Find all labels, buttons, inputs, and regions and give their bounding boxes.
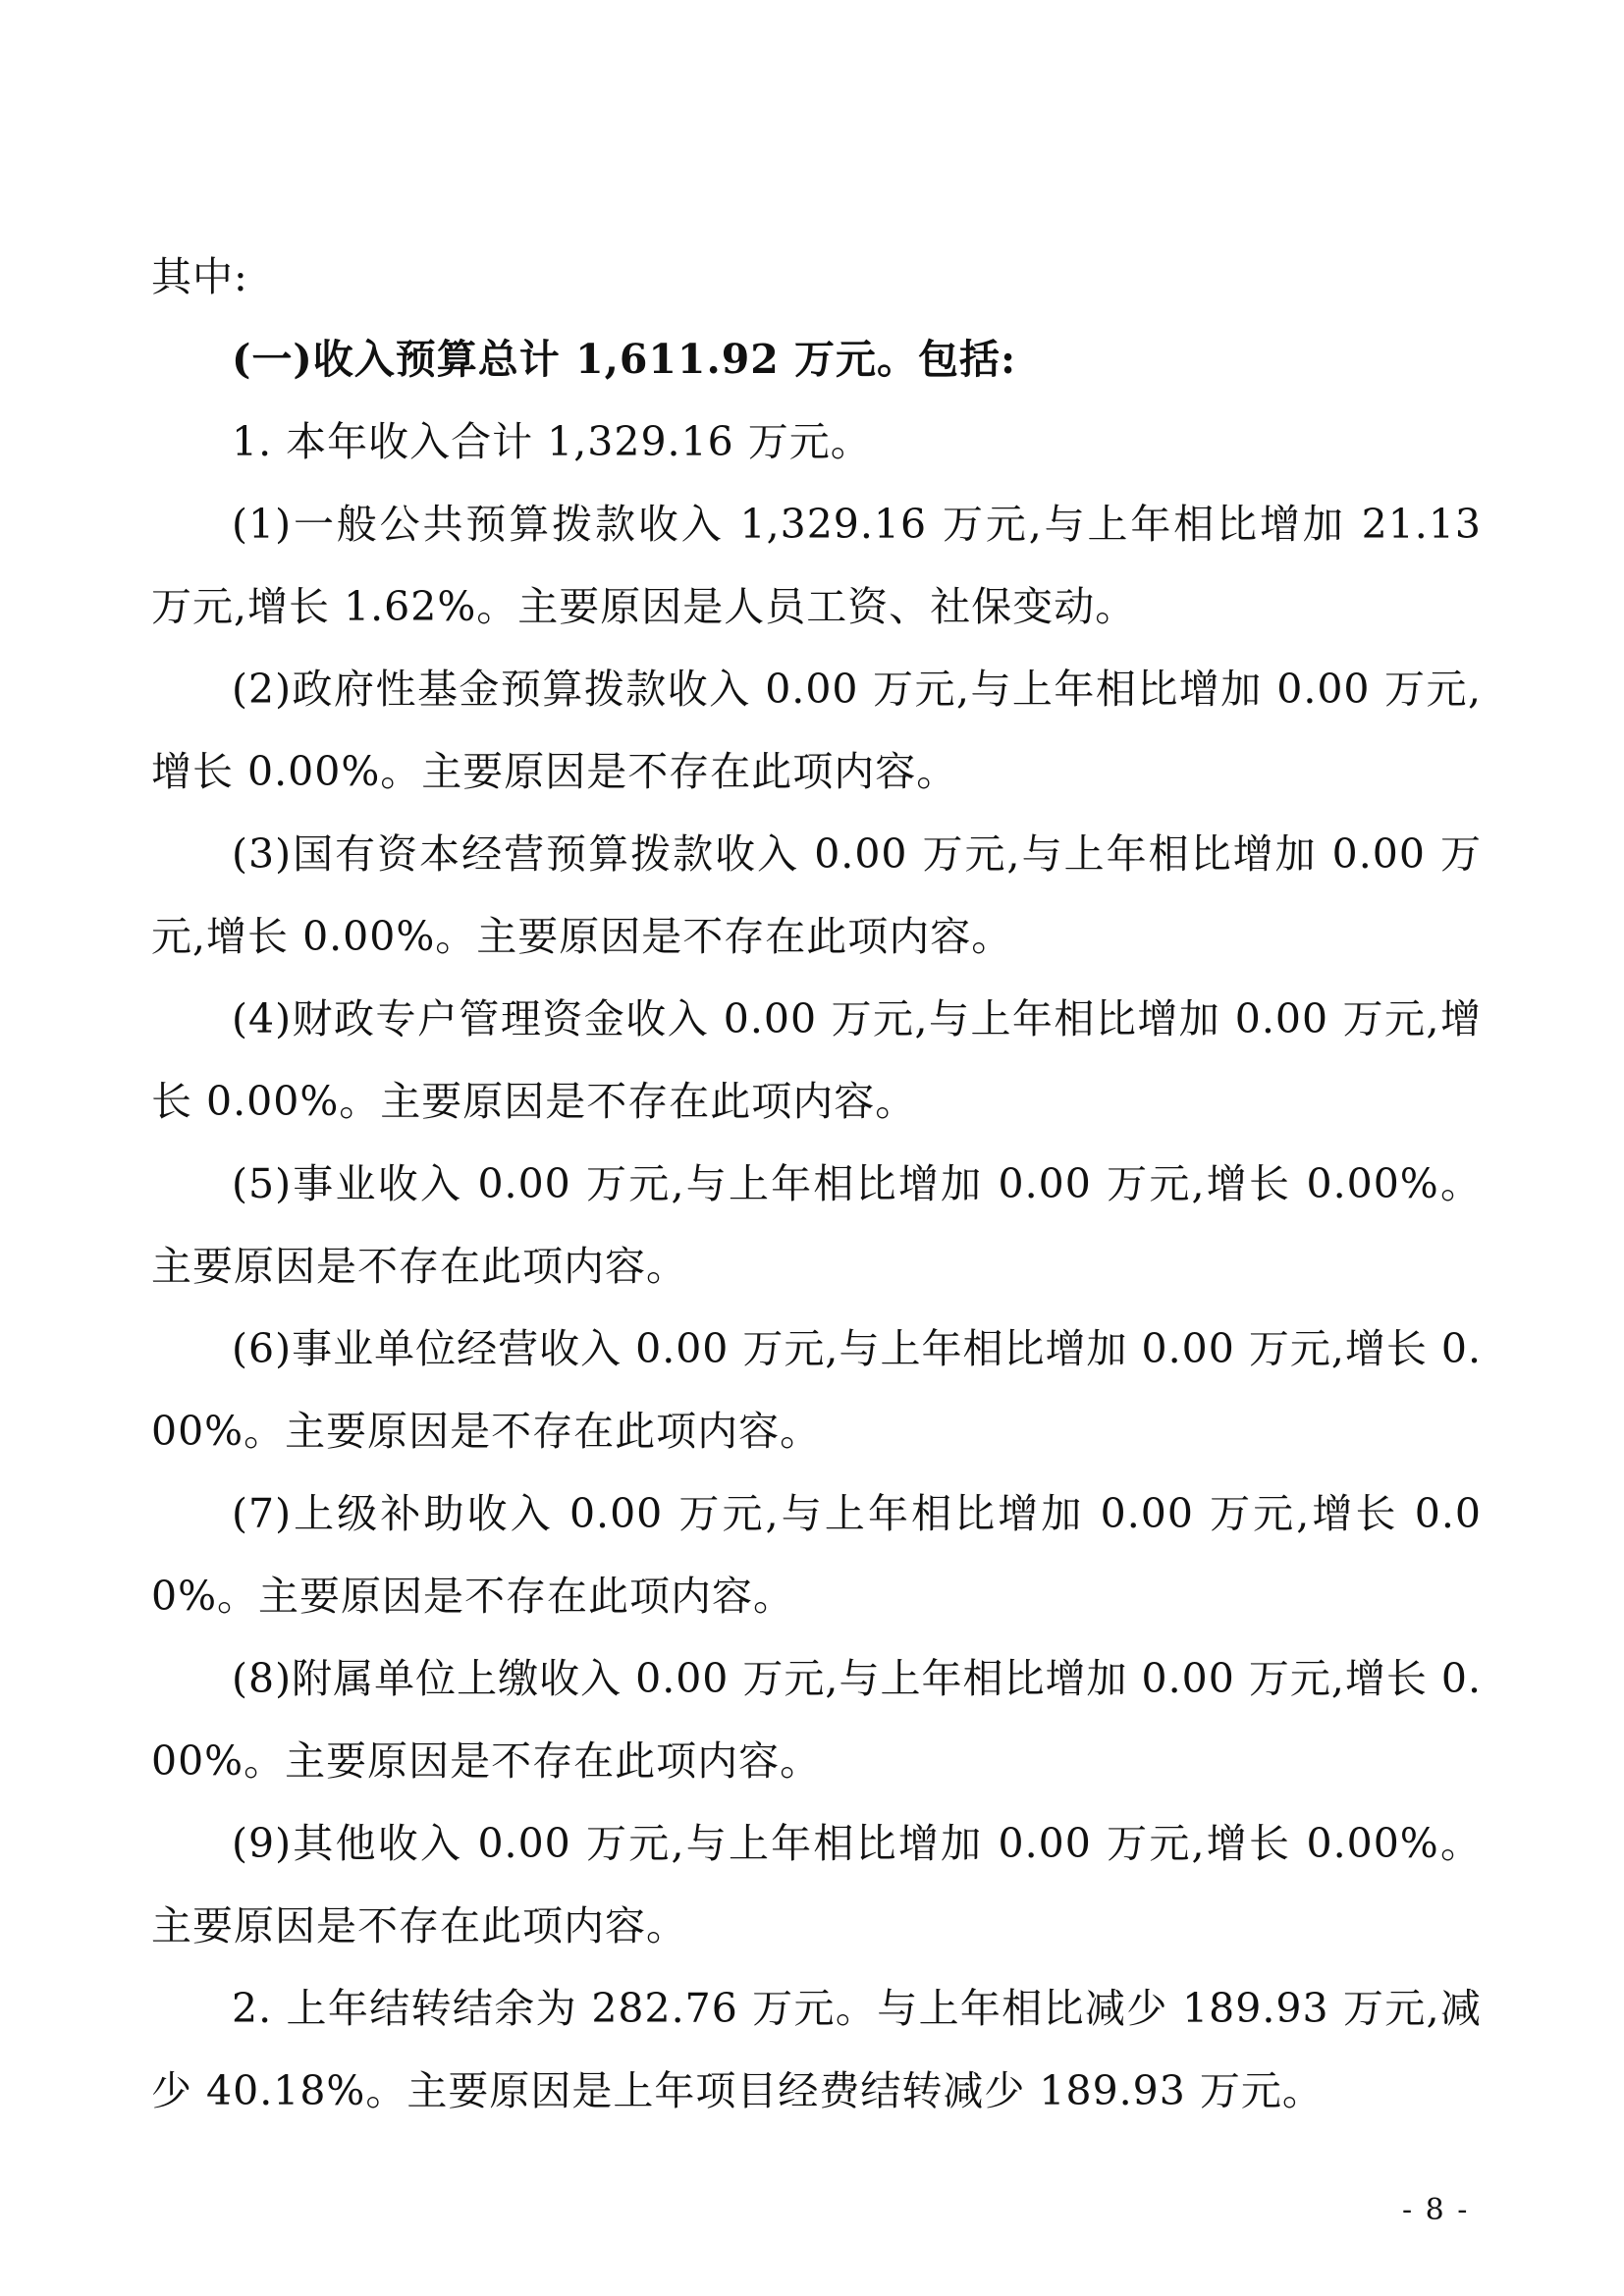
paragraph-affiliated-unit-payment: (8)附属单位上缴收入 0.00 万元,与上年相比增加 0.00 万元,增长 0.00%。主要原因是不存在此项内容。 (151, 1655, 1482, 1785)
section-heading-income-budget: (一)收入预算总计 1,611.92 万元。包括: (232, 336, 1017, 383)
paragraph-business-unit-operations: (6)事业单位经营收入 0.00 万元,与上年相比增加 0.00 万元,增长 0.00%。主要原因是不存在此项内容。 (151, 1325, 1482, 1455)
paragraph-prior-year-carryover: 2. 上年结转结余为 282.76 万元。与上年相比减少 189.93 万元,减少 40.18%。主要原因是上年项目经费结转减少 189.93 万元。 (151, 1985, 1482, 2114)
paragraph-state-capital: (3)国有资本经营预算拨款收入 0.00 万元,与上年相比增加 0.00 万元,增长 0.00%。主要原因是不存在此项内容。 (151, 830, 1482, 960)
paragraph-business-income: (5)事业收入 0.00 万元,与上年相比增加 0.00 万元,增长 0.00%。主要原因是不存在此项内容。 (151, 1160, 1482, 1290)
paragraph-superior-subsidy: (7)上级补助收入 0.00 万元,与上年相比增加 0.00 万元,增长 0.00%。主要原因是不存在此项内容。 (151, 1490, 1482, 1620)
paragraph-other-income: (9)其他收入 0.00 万元,与上年相比增加 0.00 万元,增长 0.00%。主要原因是不存在此项内容。 (151, 1820, 1482, 1949)
page-number: - 8 - (1402, 2193, 1470, 2227)
paragraph-general-public-budget: (1)一般公共预算拨款收入 1,329.16 万元,与上年相比增加 21.13 万元,增长 1.62%。主要原因是人员工资、社保变动。 (151, 501, 1482, 630)
document-body (151, 236, 1482, 2132)
paragraph-fiscal-special-account: (4)财政专户管理资金收入 0.00 万元,与上年相比增加 0.00 万元,增长 0.00%。主要原因是不存在此项内容。 (151, 995, 1482, 1125)
paragraph-current-year-income: 1. 本年收入合计 1,329.16 万元。 (232, 418, 872, 465)
paragraph-government-fund: (2)政府性基金预算拨款收入 0.00 万元,与上年相比增加 0.00 万元,增长 0.00%。主要原因是不存在此项内容。 (151, 666, 1482, 795)
paragraph-intro: 其中: (151, 253, 248, 300)
